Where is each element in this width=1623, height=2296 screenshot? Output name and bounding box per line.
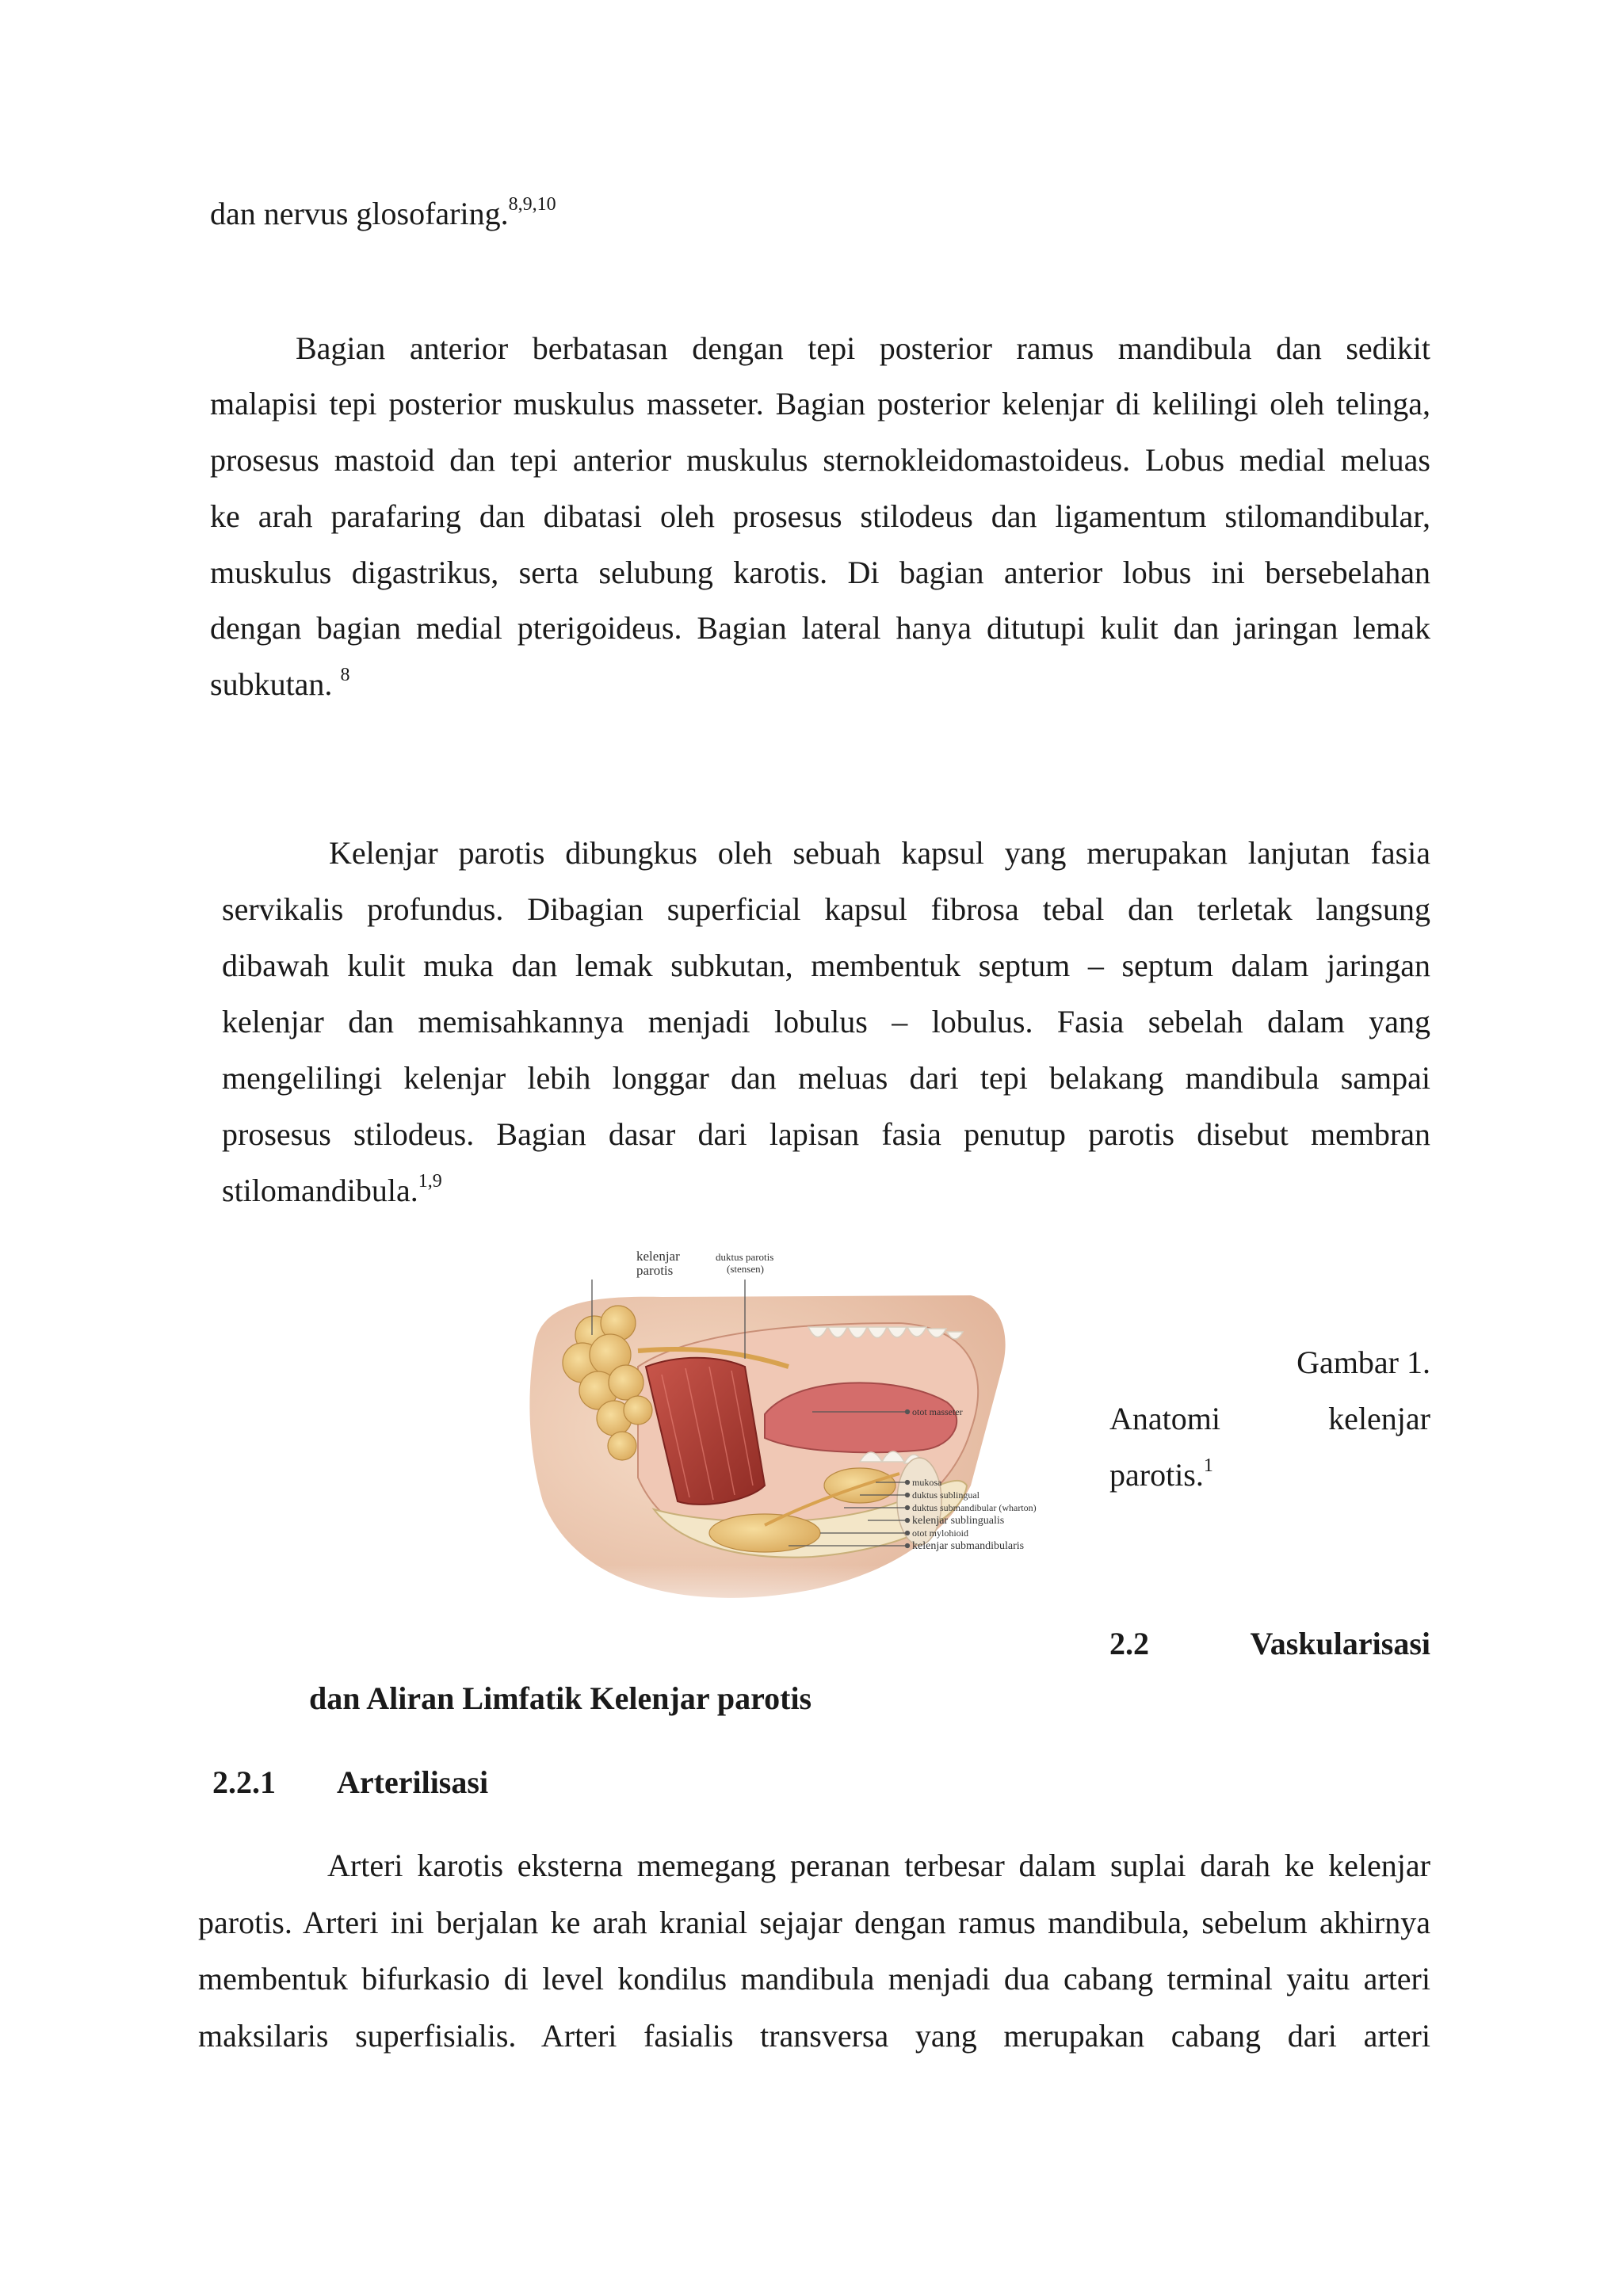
paragraph-line: Kelenjar parotis dibungkus oleh sebuah kapsul yang merupakan lanjutan fasia xyxy=(329,835,1430,871)
label-list-item: kelenjar submandibularis xyxy=(912,1540,1025,1552)
section-title: dan Aliran Limfatik Kelenjar parotis xyxy=(309,1680,812,1716)
label-list-item: duktus submandibular (wharton) xyxy=(912,1502,1037,1513)
paragraph-line: maksilaris superfisialis. Arteri fasialis transversa yang merupakan cabang dari arteri xyxy=(198,2018,1430,2054)
label-duktus-parotis: (stensen) xyxy=(727,1263,764,1275)
citation: 8,9,10 xyxy=(508,193,556,215)
paragraph-line: kelenjar dan memisahkannya menjadi lobulus – lobulus. Fasia sebelah dalam yang xyxy=(222,1004,1430,1039)
label-kelenjar-parotis: kelenjar xyxy=(636,1249,680,1264)
label-list-item: kelenjar sublingualis xyxy=(912,1515,1005,1527)
paragraph-line: subkutan. $^8$ xyxy=(210,664,350,702)
paragraph-line: Bagian anterior berbatasan dengan tepi posterior ramus mandibula dan sedikit xyxy=(296,330,1430,366)
label-list-item: mukosa xyxy=(912,1477,942,1488)
paragraph-line: ke arah parafaring dan dibatasi oleh prosesus stilodeus dan ligamentum stilomandibular, xyxy=(210,498,1430,534)
continuation-line: dan nervus glosofaring.$^{8,9,10}$ xyxy=(210,193,556,231)
paragraph-line: servikalis profundus. Dibagian superficial kapsul fibrosa tebal dan terletak langsung xyxy=(222,891,1430,927)
caption-line: Anatomi kelenjar xyxy=(1109,1401,1430,1436)
label-list-item: otot mylohioid xyxy=(912,1527,969,1539)
section-title: Vaskularisasi xyxy=(1250,1626,1430,1661)
paragraph-line: membentuk bifurkasio di level kondilus mandibula menjadi dua cabang terminal yaitu arteri xyxy=(198,1961,1430,1997)
label-otot-masseter: otot masseter xyxy=(912,1406,963,1417)
section-number: 2.2 xyxy=(1109,1626,1149,1661)
section-number: 2.2.1 xyxy=(212,1764,276,1800)
paragraph-line: stilomandibula.$^{1,9}$ xyxy=(222,1170,442,1208)
paragraph-line: muskulus digastrikus, serta selubung karotis. Di bagian anterior lobus ini bersebelahan xyxy=(210,555,1430,590)
paragraph-line: dengan bagian medial pterigoideus. Bagian lateral hanya ditutupi kulit dan jaringan lemak xyxy=(210,610,1430,646)
caption-line: Gambar 1. xyxy=(1296,1344,1430,1380)
paragraph-line: dibawah kulit muka dan lemak subkutan, membentuk septum – septum dalam jaringan xyxy=(222,948,1430,983)
citation: 8 xyxy=(340,664,350,685)
paragraph-line: parotis. Arteri ini berjalan ke arah kranial sejajar dengan ramus mandibula, sebelum akhirnya xyxy=(198,1905,1430,1940)
anatomy-illustration xyxy=(527,1248,1113,1636)
caption-line: parotis.$^1$ xyxy=(1109,1455,1213,1493)
paragraph-line: Arteri karotis eksterna memegang peranan terbesar dalam suplai darah ke kelenjar xyxy=(327,1848,1430,1883)
label-kelenjar-parotis: parotis xyxy=(636,1263,674,1278)
citation: 1 xyxy=(1203,1455,1213,1476)
label-duktus-parotis: duktus parotis xyxy=(716,1251,774,1263)
paragraph-line: prosesus stilodeus. Bagian dasar dari lapisan fasia penutup parotis disebut membran xyxy=(222,1116,1430,1152)
label-list-item: duktus sublingual xyxy=(912,1489,980,1501)
submandibular-gland xyxy=(709,1514,820,1552)
paragraph-line: prosesus mastoid dan tepi anterior muskulus sternokleidomastoideus. Lobus medial meluas xyxy=(210,442,1430,478)
citation: 1,9 xyxy=(418,1170,442,1192)
paragraph-line: malapisi tepi posterior muskulus masseter. Bagian posterior kelenjar di kelilingi oleh telinga, xyxy=(210,386,1430,421)
parotid-anatomy-figure xyxy=(527,1248,1113,1636)
paragraph-line: mengelilingi kelenjar lebih longgar dan meluas dari tepi belakang mandibula sampai xyxy=(222,1060,1430,1096)
section-title: Arterilisasi xyxy=(337,1764,489,1800)
